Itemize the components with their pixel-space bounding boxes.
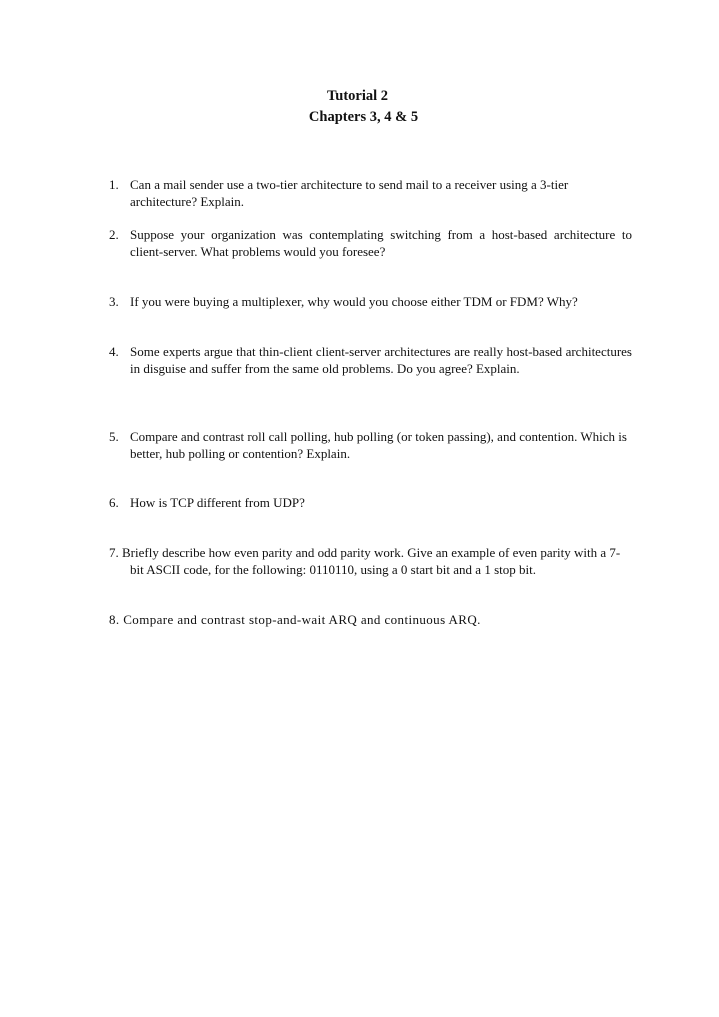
document-title: Tutorial 2 (326, 88, 389, 104)
question-1 (109, 176, 632, 210)
question-text: Can a mail sender use a two-tier architecture to send mail to a receiver using a 3-tier architecture? Explain. (130, 177, 569, 209)
question-3 (109, 293, 632, 310)
question-number: 6. (109, 495, 119, 510)
question-text: Compare and contrast roll call polling, hub polling (or token passing), and contention. Which is better, hub polling or contention? Explain. (130, 429, 627, 461)
question-text: Some experts argue that thin-client client-server architectures are really host-based architectures in disguise and suffer from the same old problems. Do you agree? Explain. (130, 344, 632, 376)
question-5 (109, 428, 632, 462)
question-text: Briefly describe how even parity and odd parity work. Give an example of even parity with a 7-bit ASCII code, for the following: 0110110, using a 0 start bit and a 1 stop bit. (122, 545, 621, 577)
question-7 (109, 544, 629, 578)
question-2 (109, 226, 632, 260)
question-number: 2. (109, 227, 119, 242)
document-subtitle: Chapters 3, 4 & 5 (308, 109, 419, 125)
question-number: 7. (109, 545, 119, 560)
question-text: How is TCP different from UDP? (130, 495, 305, 510)
question-text: If you were buying a multiplexer, why would you choose either TDM or FDM? Why? (130, 294, 578, 309)
question-number: 8. (109, 612, 120, 627)
question-8 (109, 611, 632, 628)
question-text: Suppose your organization was contemplating switching from a host-based architecture to client-server. What problems would you foresee? (130, 227, 632, 259)
question-number: 5. (109, 429, 119, 444)
question-text: Compare and contrast stop-and-wait ARQ and continuous ARQ. (123, 612, 481, 627)
question-number: 4. (109, 344, 119, 359)
question-number: 1. (109, 177, 119, 192)
question-number: 3. (109, 294, 119, 309)
question-4 (109, 343, 632, 377)
question-6 (109, 494, 632, 511)
